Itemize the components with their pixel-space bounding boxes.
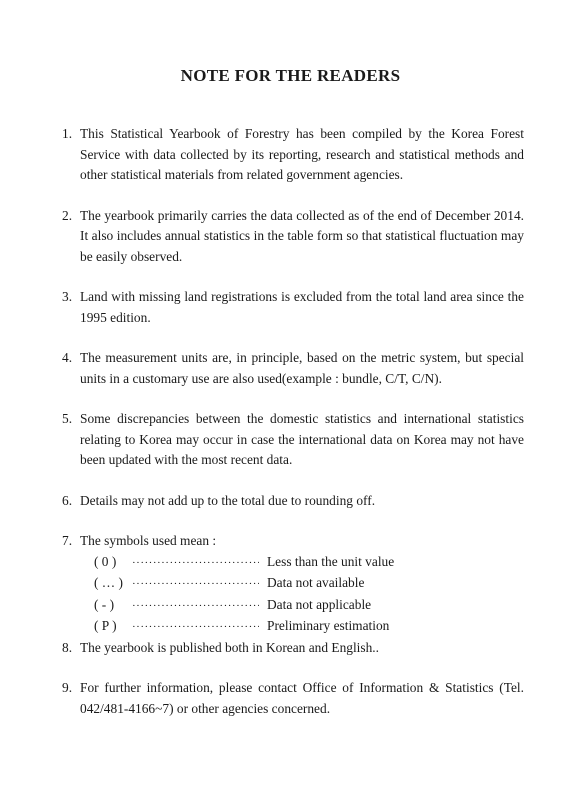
note-text: For further information, please contact Office of Information & Statistics (Tel. 042/481-4166~7) or other agencies concerned. (80, 680, 524, 716)
note-item-6 (62, 491, 524, 512)
note-number: 1. (62, 126, 73, 141)
note-number: 5. (62, 411, 73, 426)
notes-list (62, 124, 524, 719)
dot-leader (132, 553, 259, 574)
note-item-5 (62, 409, 524, 471)
symbol-row (80, 595, 524, 617)
note-number: 3. (62, 289, 73, 304)
note-number: 7. (62, 533, 73, 548)
symbol-row (80, 616, 524, 638)
symbol-meaning: Data not available (267, 575, 365, 590)
note-text: This Statistical Yearbook of Forestry has been compiled by the Korea Forest Service with data collected by its reporting, research and statistical methods and other statistical materials from related government agencies. (80, 126, 524, 182)
note-text: Details may not add up to the total due to rounding off. (80, 492, 376, 508)
symbol: ( P ) (94, 618, 117, 633)
symbols-legend (80, 552, 524, 638)
page-title: NOTE FOR THE READERS (180, 66, 401, 85)
note-number: 4. (62, 350, 73, 365)
dot-leader (132, 596, 259, 617)
symbol-meaning: Less than the unit value (267, 553, 395, 569)
note-text: The yearbook primarily carries the data collected as of the end of December 2014. It also includes annual statistics in the table form so that statistical fluctuation may be easily observed. (80, 207, 524, 264)
dot-leader (132, 574, 259, 595)
note-text: The yearbook is published both in Korean and English.. (80, 639, 380, 655)
note-text: Land with missing land registrations is excluded from the total land area since the 1995 edition. (80, 289, 524, 325)
symbol-row (80, 573, 524, 595)
note-item-3 (62, 287, 524, 328)
symbol: ( 0 ) (94, 553, 117, 569)
note-item-4 (62, 348, 524, 389)
dot-leader (132, 617, 259, 638)
note-item-1 (62, 124, 524, 186)
note-number: 8. (62, 639, 73, 655)
symbol: ( … ) (94, 575, 124, 590)
symbol-row (80, 552, 524, 574)
note-text: The measurement units are, in principle, based on the metric system, but special units in a customary use are also used(example : bundle, C/T, C/N). (80, 350, 524, 386)
note-item-8 (62, 638, 524, 659)
symbol-meaning: Preliminary estimation (267, 618, 390, 633)
note-item-9 (62, 678, 524, 719)
note-number: 2. (62, 207, 73, 223)
note-text: Some discrepancies between the domestic statistics and international statistics relating to Korea may occur in case the international data on Korea may not have been updated with the most recent data. (80, 411, 524, 467)
note-text: The symbols used mean : (80, 533, 217, 548)
note-number: 9. (62, 680, 73, 695)
symbol: ( - ) (94, 596, 115, 612)
symbol-meaning: Data not applicable (267, 596, 372, 612)
note-item-7 (62, 531, 524, 638)
note-number: 6. (62, 492, 73, 508)
note-item-2 (62, 206, 524, 268)
